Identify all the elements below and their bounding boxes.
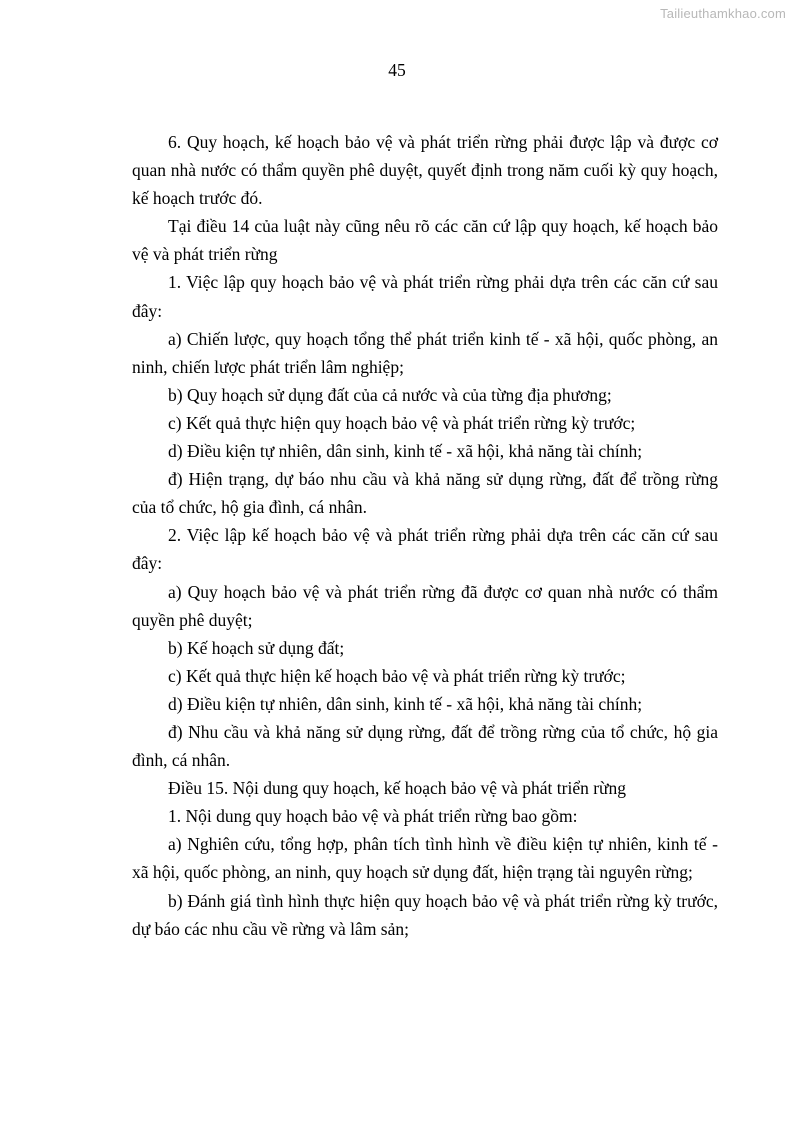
body-text [132,128,718,943]
paragraph: đ) Hiện trạng, dự báo nhu cầu và khả năng sử dụng rừng, đất để trồng rừng của tổ chức, hộ gia đình, cá nhân. [132,469,718,518]
paragraph: 2. Việc lập kế hoạch bảo vệ và phát triển rừng phải dựa trên các căn cứ sau đây: [132,525,718,574]
paragraph: a) Quy hoạch bảo vệ và phát triển rừng đã được cơ quan nhà nước có thẩm quyền phê duyệt; [132,581,718,630]
paragraph: b) Đánh giá tình hình thực hiện quy hoạch bảo vệ và phát triển rừng kỳ trước, dự báo các nhu cầu về rừng và lâm sản; [132,890,718,939]
paragraph: 1. Nội dung quy hoạch bảo vệ và phát triển rừng bao gồm: [168,806,578,827]
paragraph: đ) Nhu cầu và khả năng sử dụng rừng, đất để trồng rừng của tổ chức, hộ gia đình, cá nhân. [132,721,718,771]
paragraph: a) Nghiên cứu, tổng hợp, phân tích tình hình về điều kiện tự nhiên, kinh tế - xã hội, quốc phòng, an ninh, quy hoạch sử dụng đất, hiện trạng tài nguyên rừng; [132,834,718,883]
paragraph: b) Kế hoạch sử dụng đất; [168,637,345,658]
section-heading: Điều 15. Nội dung quy hoạch, kế hoạch bảo vệ và phát triển rừng [168,778,627,799]
paragraph: Tại điều 14 của luật này cũng nêu rõ các căn cứ lập quy hoạch, kế hoạch bảo vệ và phát triển rừng [132,216,718,265]
paragraph: d) Điều kiện tự nhiên, dân sinh, kinh tế - xã hội, khả năng tài chính; [168,441,643,462]
paragraph: d) Điều kiện tự nhiên, dân sinh, kinh tế - xã hội, khả năng tài chính; [168,693,643,714]
paragraph: c) Kết quả thực hiện kế hoạch bảo vệ và phát triển rừng kỳ trước; [168,665,626,686]
paragraph: 1. Việc lập quy hoạch bảo vệ và phát triển rừng phải dựa trên các căn cứ sau đây: [132,272,718,321]
paragraph: c) Kết quả thực hiện quy hoạch bảo vệ và phát triển rừng kỳ trước; [168,412,636,433]
watermark: Tailieuthamkhao.com [660,6,786,21]
paragraph: 6. Quy hoạch, kế hoạch bảo vệ và phát triển rừng phải được lập và được cơ quan nhà nước có thẩm quyền phê duyệt, quyết định trong năm cuối kỳ quy hoạch, kế hoạch trước đó. [132,132,718,209]
paragraph: a) Chiến lược, quy hoạch tổng thể phát triển kinh tế - xã hội, quốc phòng, an ninh, chiến lược phát triển lâm nghiệp; [132,328,718,377]
page-number: 45 [388,60,406,80]
paragraph: b) Quy hoạch sử dụng đất của cả nước và của từng địa phương; [168,384,612,405]
